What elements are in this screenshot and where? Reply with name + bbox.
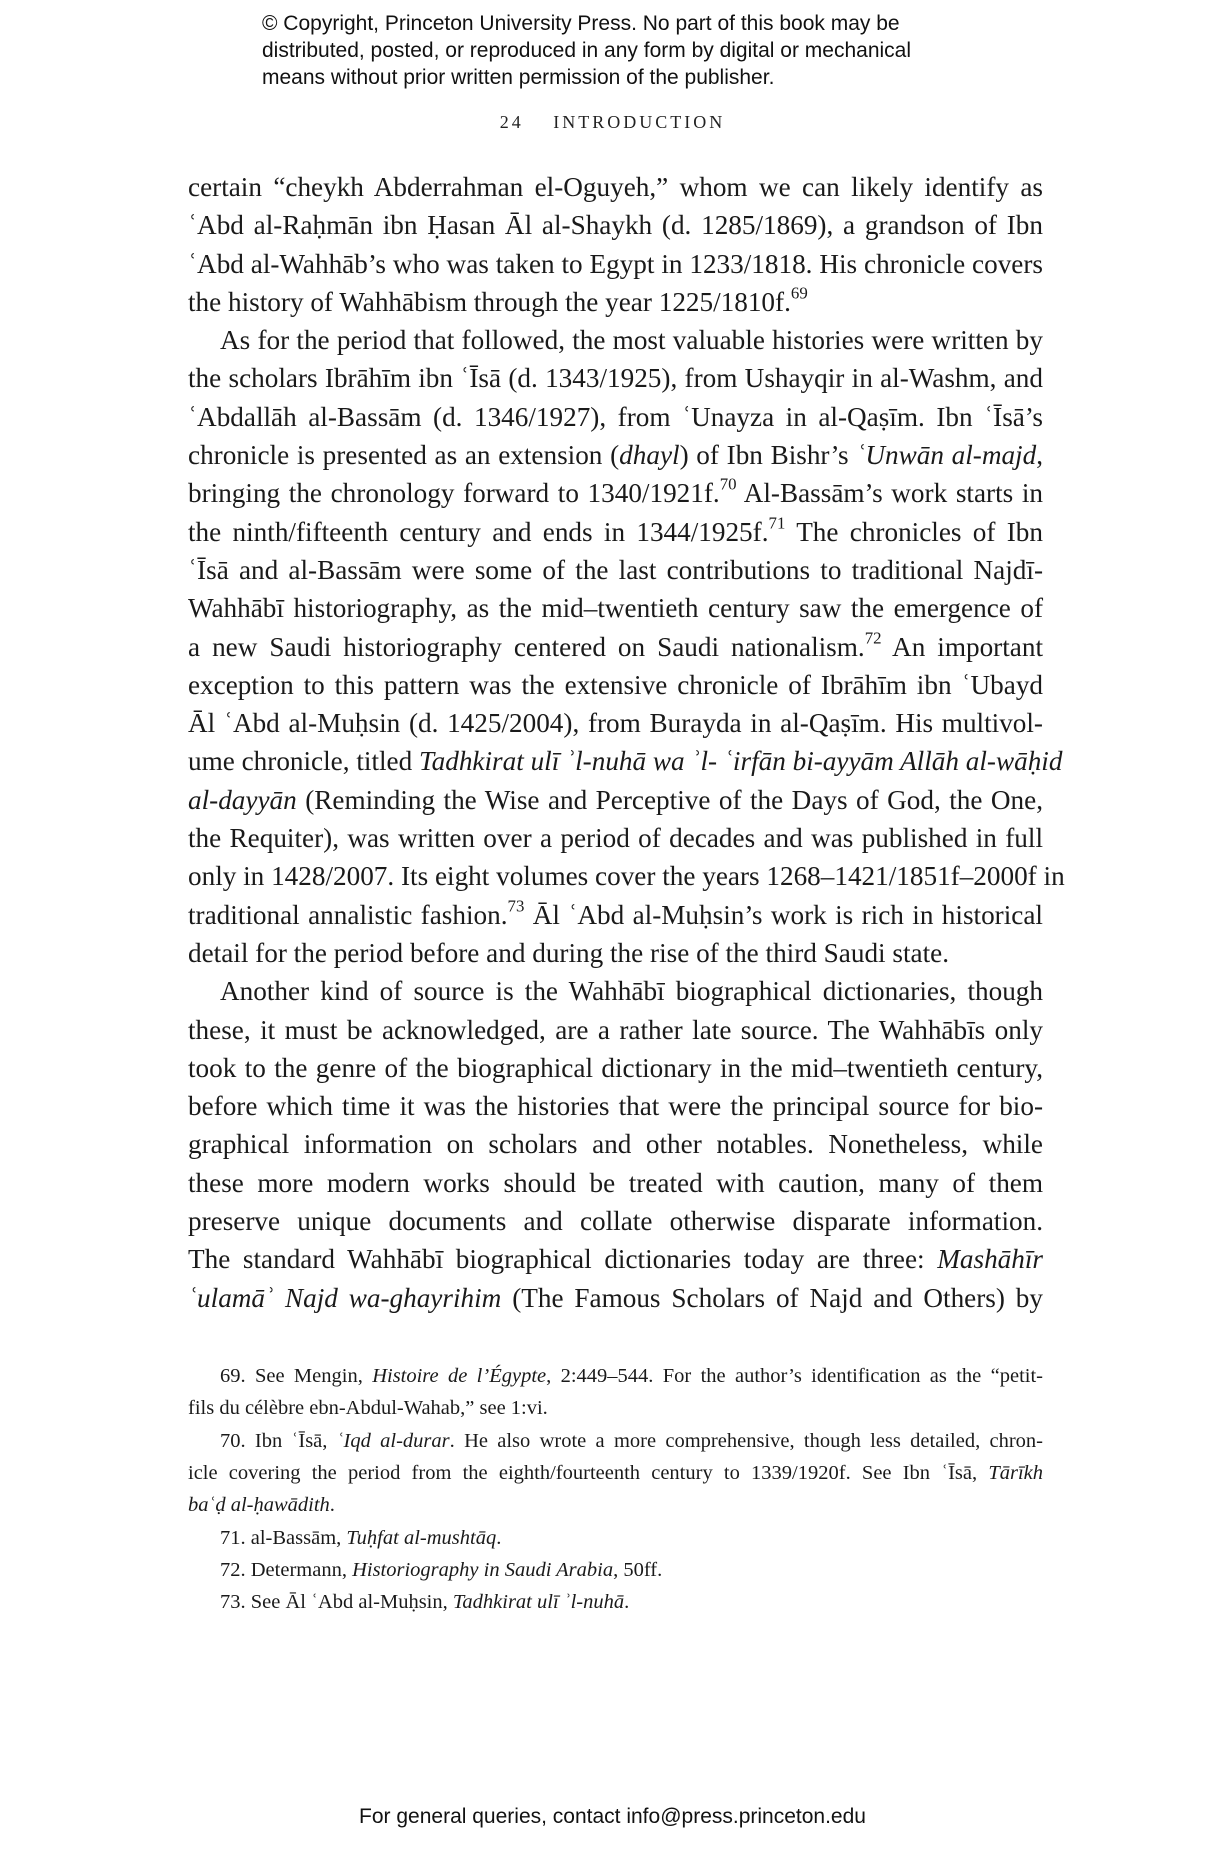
text-line: the Requiter), was written over a period of decades and was published in full <box>188 823 1043 854</box>
section-title: INTRODUCTION <box>553 112 726 132</box>
text-line: The standard Wahhābī biographical dictionaries today are three: Mashāhīr <box>188 1244 1043 1275</box>
footnote-70: 70. Ibn ʿĪsā, ʿIqd al-durar. He also wrote a more comprehensive, though less detailed, chron- <box>220 1430 1043 1452</box>
footnote-69-cont: fils du célèbre ebn-Abdul-Wahab,” see 1:vi. <box>188 1397 548 1419</box>
italic-term: dhayl <box>619 440 680 471</box>
text-line: ʿĪsā and al-Bassām were some of the last contributions to traditional Najdī- <box>188 554 1043 585</box>
text-line: al-dayyān (Reminding the Wise and Perceptive of the Days of God, the One, <box>188 784 1043 815</box>
footnotes <box>188 1360 1043 1618</box>
text-line: the ninth/fifteenth century and ends in 1344/1925f.$^{71}$ The chronicles of Ibn <box>188 513 1043 547</box>
text-line: ʿulamāʾ Najd wa-ghayrihim (The Famous Scholars of Najd and Others) by <box>188 1282 1043 1313</box>
running-head <box>0 112 1225 133</box>
text-line: ʿAbd al-Raḥmān ibn Ḥasan Āl al-Shaykh (d. 1285/1869), a grandson of Ibn <box>188 210 1043 241</box>
text-line: certain “cheykh Abderrahman el-Oguyeh,” whom we can likely identify as <box>188 172 1043 202</box>
footer-contact: For general queries, contact info@press.princeton.edu <box>359 1805 866 1828</box>
italic-title: ʿulamāʾ Najd wa-ghayrihim <box>188 1282 502 1313</box>
footnote-ref[interactable]: 72 <box>864 627 882 647</box>
footnote-ref[interactable]: 73 <box>507 896 525 915</box>
text-line: ʿAbd al-Wahhāb’s who was taken to Egypt in 1233/1818. His chronicle covers <box>188 248 1043 279</box>
copyright-line: © Copyright, Princeton University Press. No part of this book may be <box>262 12 900 35</box>
main-text <box>188 168 1065 1317</box>
italic-title: al-dayyān <box>188 784 297 815</box>
footnote-ref[interactable]: 71 <box>768 513 786 533</box>
text-line: detail for the period before and during the rise of the third Saudi state. <box>188 937 950 968</box>
italic-title: Mashāhīr <box>937 1244 1043 1275</box>
text-line: preserve unique documents and collate otherwise disparate information. <box>188 1206 1043 1237</box>
text-line: before which time it was the histories that were the principal source for bio- <box>188 1091 1043 1122</box>
copyright-line: distributed, posted, or reproduced in any form by digital or mechanical <box>262 39 912 62</box>
footnote-69: 69. See Mengin, Histoire de l’Égypte, 2:449–544. For the author’s identification as the “petit- <box>220 1365 1043 1387</box>
text-line: the scholars Ibrāhīm ibn ʿĪsā (d. 1343/1925), from Ushayqir in al-Washm, and <box>188 363 1043 394</box>
italic-title: ʿUnwān al-majd <box>856 440 1037 471</box>
footnote-72: 72. Determann, Historiography in Saudi Arabia, 50ff. <box>220 1559 663 1581</box>
text-line: Wahhābī historiography, as the mid–twentieth century saw the emergence of <box>188 593 1043 624</box>
footnote-71: 71. al-Bassām, Tuḥfat al-mushtāq. <box>220 1527 502 1549</box>
copyright-notice <box>262 10 1022 91</box>
text-line: ume chronicle, titled Tadhkirat ulī ʾl-nuhā wa ʾl- ʿirfān bi-ayyām Allāh al-wāḥid <box>188 746 1063 777</box>
text-line: these more modern works should be treated with caution, many of them <box>188 1167 1043 1198</box>
page-number: 24 <box>499 112 524 132</box>
text-line: exception to this pattern was the extensive chronicle of Ibrāhīm ibn ʿUbayd <box>188 669 1043 700</box>
text-line: took to the genre of the biographical dictionary in the mid–twentieth century, <box>188 1052 1043 1083</box>
text-line: only in 1428/2007. Its eight volumes cover the years 1268–1421/1851f–2000f in <box>188 861 1065 892</box>
paragraph-start-line: As for the period that followed, the most valuable histories were written by <box>220 325 1043 356</box>
text-line: a new Saudi historiography centered on Saudi nationalism.$^{72}$ An important <box>188 627 1043 662</box>
copyright-line: means without prior written permission of the publisher. <box>262 66 775 89</box>
text-line: bringing the chronology forward to 1340/1921f.$^{70}$ Al-Bassām’s work starts in <box>188 474 1043 509</box>
text-line: Āl ʿAbd al-Muḥsin (d. 1425/2004), from Burayda in al-Qaṣīm. His multivol- <box>188 708 1043 739</box>
footnote-ref[interactable]: 69 <box>790 283 808 303</box>
text-line: these, it must be acknowledged, are a rather late source. The Wahhābīs only <box>188 1014 1043 1045</box>
paragraph-start-line: Another kind of source is the Wahhābī biographical dictionaries, though <box>220 976 1043 1007</box>
footnote-73: 73. See Āl ʿAbd al-Muḥsin, Tadhkirat ulī ʾl-nuhā. <box>220 1591 630 1613</box>
footnote-ref[interactable]: 70 <box>719 474 737 494</box>
text-line: ʿAbdallāh al-Bassām (d. 1346/1927), from ʿUnayza in al-Qaṣīm. Ibn ʿĪsā’s <box>188 401 1043 432</box>
text-line: chronicle is presented as an extension (dhayl) of Ibn Bishr’s ʿUnwān al-majd, <box>188 440 1043 471</box>
text-line: traditional annalistic fashion.$^{73}$ Āl ʿAbd al-Muḥsin’s work is rich in historical <box>188 896 1043 930</box>
text-line: graphical information on scholars and other notables. Nonetheless, while <box>188 1129 1043 1160</box>
text-line: the history of Wahhābism through the year 1225/1810f.$^{69}$ <box>188 283 808 317</box>
italic-title: Tadhkirat ulī ʾl-nuhā wa ʾl- ʿirfān bi-ayyām Allāh al-wāḥid <box>419 746 1063 777</box>
footnote-70-cont: baʿḍ al-ḥawādith. <box>188 1494 335 1516</box>
footnote-70-cont: icle covering the period from the eighth/fourteenth century to 1339/1920f. See Ibn ʿĪsā, Tārīkh <box>188 1462 1043 1484</box>
